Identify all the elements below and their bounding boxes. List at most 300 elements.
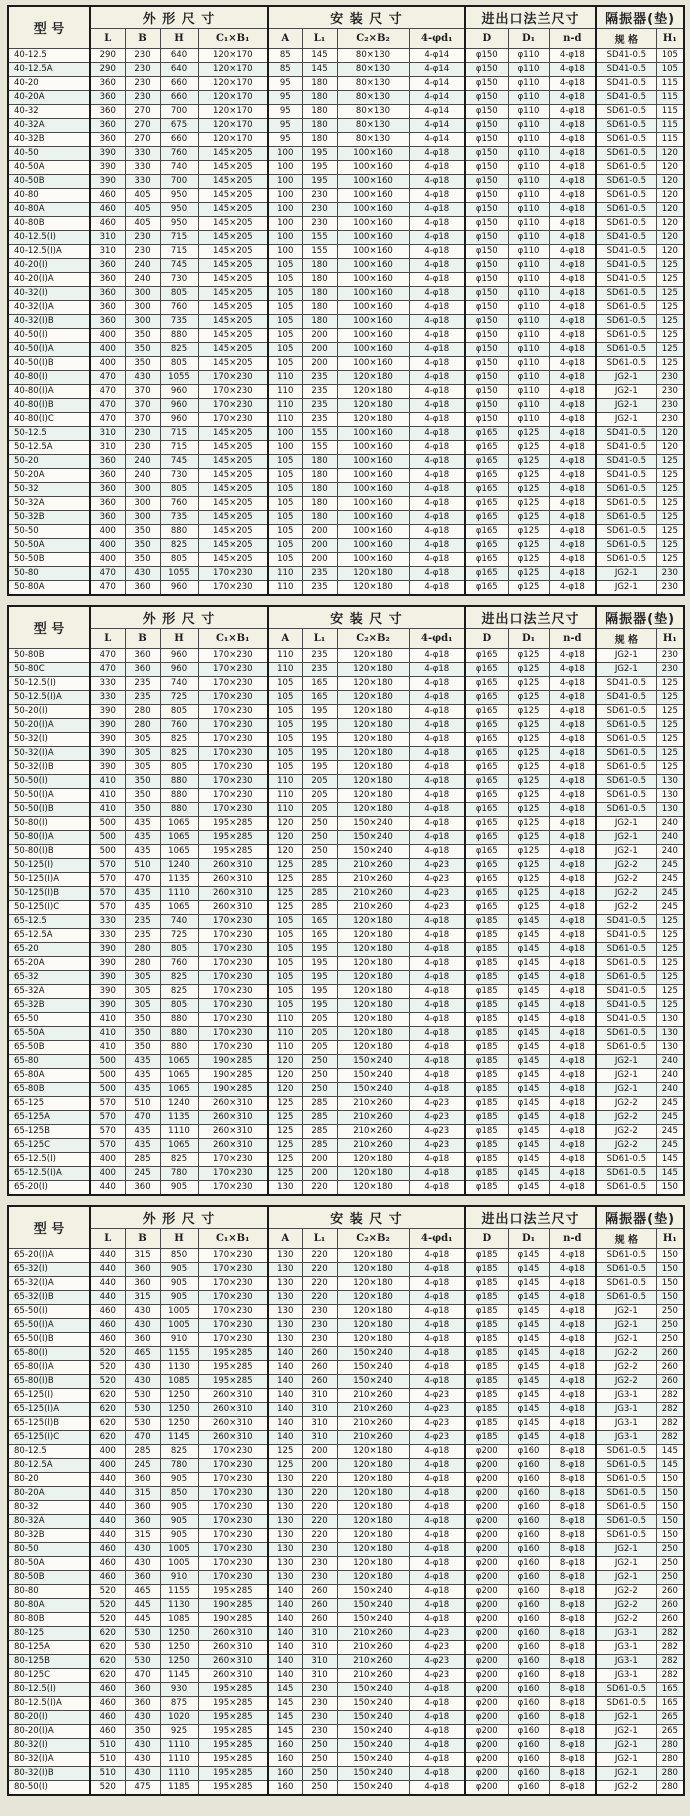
- cell-model: 65-125(I): [8, 1389, 90, 1403]
- cell-H: 960: [160, 413, 198, 427]
- cell-n-d: 8-φ18: [549, 1515, 596, 1529]
- cell-C1xB1: 170×230: [198, 915, 268, 929]
- cell-D: φ150: [465, 287, 508, 301]
- cell-C1xB1: 145×205: [198, 357, 268, 371]
- cell-model: 80-125: [8, 1627, 90, 1641]
- cell-C1xB1: 145×205: [198, 553, 268, 567]
- table-row: [8, 1669, 684, 1683]
- cell-spec: SD61-0.5: [596, 525, 656, 539]
- cell-model: 40-80B: [8, 217, 90, 231]
- cell-C2xB2: 210×260: [337, 1097, 409, 1111]
- cell-L: 400: [90, 539, 125, 553]
- cell-spec: SD61-0.5: [596, 1445, 656, 1459]
- cell-D: φ185: [465, 1403, 508, 1417]
- cell-A: 100: [268, 175, 302, 189]
- cell-A: 120: [268, 1083, 302, 1097]
- cell-n-d: 8-φ18: [549, 1445, 596, 1459]
- cell-n-d: 4-φ18: [549, 649, 596, 663]
- table-row: [8, 1585, 684, 1599]
- cell-C1xB1: 145×205: [198, 469, 268, 483]
- cell-B: 430: [125, 1375, 160, 1389]
- cell-L1: 285: [302, 1097, 337, 1111]
- table-row: [8, 1739, 684, 1753]
- cell-n-d: 4-φ18: [549, 1083, 596, 1097]
- cell-spec: JG2-2: [596, 1097, 656, 1111]
- cell-H1: 125: [656, 957, 684, 971]
- cell-4-phi-d1: 4-φ18: [409, 427, 465, 441]
- cell-4-phi-d1: 4-φ18: [409, 1585, 465, 1599]
- cell-C2xB2: 120×180: [337, 1571, 409, 1585]
- cell-C2xB2: 150×240: [337, 1683, 409, 1697]
- cell-C1xB1: 170×230: [198, 1305, 268, 1319]
- cell-D: φ165: [465, 845, 508, 859]
- cell-n-d: 4-φ18: [549, 789, 596, 803]
- cell-n-d: 8-φ18: [549, 1543, 596, 1557]
- cell-H: 805: [160, 553, 198, 567]
- cell-C2xB2: 100×160: [337, 511, 409, 525]
- cell-L1: 195: [302, 161, 337, 175]
- cell-H1: 250: [656, 1333, 684, 1347]
- cell-D1: φ125: [508, 901, 549, 915]
- cell-D: φ150: [465, 203, 508, 217]
- cell-spec: SD61-0.5: [596, 1277, 656, 1291]
- cell-D1: φ145: [508, 1027, 549, 1041]
- cell-A: 110: [268, 1027, 302, 1041]
- group-header-2: 进出口法兰尺寸: [465, 606, 596, 629]
- cell-C1xB1: 170×230: [198, 971, 268, 985]
- cell-B: 230: [125, 77, 160, 91]
- table-row: [8, 259, 684, 273]
- cell-D1: φ160: [508, 1641, 549, 1655]
- cell-spec: SD61-0.5: [596, 775, 656, 789]
- cell-4-phi-d1: 4-φ18: [409, 971, 465, 985]
- cell-L1: 230: [302, 203, 337, 217]
- cell-4-phi-d1: 4-φ23: [409, 1111, 465, 1125]
- cell-L1: 180: [302, 119, 337, 133]
- cell-model: 65-32(I)B: [8, 1291, 90, 1305]
- cell-D: φ185: [465, 1263, 508, 1277]
- table-row: [8, 663, 684, 677]
- cell-D: φ150: [465, 175, 508, 189]
- cell-spec: JG2-1: [596, 1083, 656, 1097]
- cell-spec: SD61-0.5: [596, 719, 656, 733]
- cell-L: 460: [90, 1711, 125, 1725]
- cell-L1: 220: [302, 1515, 337, 1529]
- cell-B: 245: [125, 1459, 160, 1473]
- cell-H: 950: [160, 189, 198, 203]
- cell-B: 530: [125, 1417, 160, 1431]
- cell-C1xB1: 170×230: [198, 929, 268, 943]
- cell-L: 290: [90, 49, 125, 63]
- cell-B: 305: [125, 985, 160, 999]
- cell-D1: φ160: [508, 1585, 549, 1599]
- cell-B: 435: [125, 845, 160, 859]
- cell-model: 80-50B: [8, 1571, 90, 1585]
- cell-L: 390: [90, 705, 125, 719]
- cell-H1: 245: [656, 887, 684, 901]
- cell-4-phi-d1: 4-φ14: [409, 91, 465, 105]
- cell-C2xB2: 150×240: [337, 1697, 409, 1711]
- cell-B: 285: [125, 1445, 160, 1459]
- cell-n-d: 4-φ18: [549, 553, 596, 567]
- cell-C2xB2: 120×180: [337, 1459, 409, 1473]
- cell-C1xB1: 195×285: [198, 1347, 268, 1361]
- cell-B: 435: [125, 887, 160, 901]
- cell-H: 1065: [160, 1055, 198, 1069]
- cell-4-phi-d1: 4-φ18: [409, 1375, 465, 1389]
- cell-H: 1020: [160, 1711, 198, 1725]
- cell-B: 280: [125, 957, 160, 971]
- cell-spec: SD61-0.5: [596, 189, 656, 203]
- cell-H1: 150: [656, 1487, 684, 1501]
- table-row: [8, 803, 684, 817]
- cell-H1: 115: [656, 105, 684, 119]
- cell-L1: 200: [302, 1167, 337, 1181]
- cell-H1: 280: [656, 1781, 684, 1796]
- cell-L1: 230: [302, 1697, 337, 1711]
- cell-model: 65-20(I): [8, 1181, 90, 1196]
- table-row: [8, 901, 684, 915]
- cell-H1: 125: [656, 343, 684, 357]
- cell-n-d: 4-φ18: [549, 357, 596, 371]
- table-row: [8, 1361, 684, 1375]
- cell-D1: φ145: [508, 1013, 549, 1027]
- cell-H: 1145: [160, 1669, 198, 1683]
- cell-C1xB1: 170×230: [198, 999, 268, 1013]
- cell-L1: 230: [302, 1305, 337, 1319]
- cell-L1: 230: [302, 1333, 337, 1347]
- cell-model: 50-80B: [8, 649, 90, 663]
- cell-L1: 250: [302, 1055, 337, 1069]
- cell-D: φ150: [465, 357, 508, 371]
- cell-model: 80-80A: [8, 1599, 90, 1613]
- cell-C1xB1: 170×230: [198, 1291, 268, 1305]
- cell-C1xB1: 145×205: [198, 203, 268, 217]
- cell-D: φ200: [465, 1571, 508, 1585]
- table-row: [8, 1781, 684, 1796]
- cell-model: 65-125(I)C: [8, 1431, 90, 1445]
- cell-D1: φ145: [508, 1041, 549, 1055]
- cell-C2xB2: 210×260: [337, 1641, 409, 1655]
- cell-model: 40-50(I): [8, 329, 90, 343]
- cell-H1: 115: [656, 133, 684, 147]
- cell-spec: SD41-0.5: [596, 677, 656, 691]
- cell-H1: 150: [656, 1529, 684, 1543]
- cell-A: 105: [268, 915, 302, 929]
- cell-B: 470: [125, 1111, 160, 1125]
- cell-n-d: 4-φ18: [549, 371, 596, 385]
- cell-B: 305: [125, 733, 160, 747]
- table-row: [8, 1417, 684, 1431]
- cell-model: 65-50B: [8, 1041, 90, 1055]
- cell-model: 80-12.5(I)A: [8, 1697, 90, 1711]
- cell-H: 905: [160, 1473, 198, 1487]
- cell-L: 360: [90, 301, 125, 315]
- cell-D1: φ145: [508, 1291, 549, 1305]
- cell-B: 230: [125, 245, 160, 259]
- cell-D: φ150: [465, 63, 508, 77]
- group-header-1: 安 装 尺 寸: [268, 1206, 465, 1229]
- cell-4-phi-d1: 4-φ18: [409, 677, 465, 691]
- cell-model: 80-32A: [8, 1515, 90, 1529]
- cell-D1: φ145: [508, 1319, 549, 1333]
- col-header-L1: L₁: [302, 629, 337, 649]
- cell-C1xB1: 170×230: [198, 943, 268, 957]
- cell-4-phi-d1: 4-φ18: [409, 525, 465, 539]
- cell-C1xB1: 260×310: [198, 1111, 268, 1125]
- cell-L1: 165: [302, 677, 337, 691]
- cell-spec: JG2-1: [596, 1725, 656, 1739]
- cell-A: 105: [268, 971, 302, 985]
- cell-H1: 250: [656, 1557, 684, 1571]
- cell-4-phi-d1: 4-φ18: [409, 1599, 465, 1613]
- table-row: [8, 1347, 684, 1361]
- cell-L: 460: [90, 1319, 125, 1333]
- cell-n-d: 4-φ18: [549, 817, 596, 831]
- cell-4-phi-d1: 4-φ18: [409, 511, 465, 525]
- table-header: [8, 6, 684, 49]
- cell-H1: 125: [656, 999, 684, 1013]
- cell-B: 315: [125, 1291, 160, 1305]
- cell-A: 130: [268, 1291, 302, 1305]
- cell-model: 65-20(I)A: [8, 1249, 90, 1263]
- cell-C1xB1: 145×205: [198, 441, 268, 455]
- cell-L1: 200: [302, 357, 337, 371]
- cell-C2xB2: 150×240: [337, 817, 409, 831]
- cell-n-d: 4-φ18: [549, 385, 596, 399]
- cell-D1: φ145: [508, 999, 549, 1013]
- cell-L1: 235: [302, 663, 337, 677]
- col-header-H1: H₁: [656, 29, 684, 49]
- cell-A: 105: [268, 273, 302, 287]
- cell-C1xB1: 145×205: [198, 175, 268, 189]
- cell-L1: 180: [302, 105, 337, 119]
- cell-D: φ150: [465, 189, 508, 203]
- cell-n-d: 4-φ18: [549, 413, 596, 427]
- cell-L: 470: [90, 399, 125, 413]
- cell-L: 470: [90, 581, 125, 596]
- cell-C1xB1: 260×310: [198, 1097, 268, 1111]
- cell-A: 105: [268, 455, 302, 469]
- col-header-L: L: [90, 29, 125, 49]
- cell-D: φ150: [465, 273, 508, 287]
- cell-D: φ200: [465, 1599, 508, 1613]
- group-header-2: 进出口法兰尺寸: [465, 6, 596, 29]
- cell-A: 125: [268, 859, 302, 873]
- cell-L: 620: [90, 1627, 125, 1641]
- cell-L1: 230: [302, 1319, 337, 1333]
- cell-H: 1250: [160, 1389, 198, 1403]
- cell-H: 760: [160, 497, 198, 511]
- cell-D1: φ125: [508, 649, 549, 663]
- cell-L1: 260: [302, 1613, 337, 1627]
- cell-4-phi-d1: 4-φ18: [409, 329, 465, 343]
- cell-C2xB2: 210×260: [337, 901, 409, 915]
- cell-H1: 230: [656, 567, 684, 581]
- cell-B: 330: [125, 175, 160, 189]
- cell-n-d: 4-φ18: [549, 399, 596, 413]
- cell-C1xB1: 170×230: [198, 663, 268, 677]
- cell-4-phi-d1: 4-φ18: [409, 1249, 465, 1263]
- cell-L: 620: [90, 1655, 125, 1669]
- table-row: [8, 343, 684, 357]
- cell-L: 520: [90, 1585, 125, 1599]
- cell-D: φ200: [465, 1627, 508, 1641]
- cell-model: 50-50(I)A: [8, 789, 90, 803]
- cell-C2xB2: 100×160: [337, 259, 409, 273]
- col-header-4-phi-d1: 4-φd₁: [409, 29, 465, 49]
- table-row: [8, 845, 684, 859]
- table-row: [8, 385, 684, 399]
- cell-L1: 180: [302, 77, 337, 91]
- col-header-H1: H₁: [656, 629, 684, 649]
- cell-4-phi-d1: 4-φ23: [409, 1431, 465, 1445]
- cell-L1: 155: [302, 231, 337, 245]
- cell-spec: SD61-0.5: [596, 357, 656, 371]
- cell-C1xB1: 120×170: [198, 91, 268, 105]
- table-row: [8, 119, 684, 133]
- cell-D: φ165: [465, 817, 508, 831]
- cell-L1: 180: [302, 511, 337, 525]
- cell-L1: 285: [302, 859, 337, 873]
- cell-model: 65-32B: [8, 999, 90, 1013]
- cell-D1: φ160: [508, 1711, 549, 1725]
- table-row: [8, 511, 684, 525]
- cell-model: 40-50: [8, 147, 90, 161]
- cell-C1xB1: 145×205: [198, 525, 268, 539]
- cell-H1: 240: [656, 1069, 684, 1083]
- cell-C2xB2: 120×180: [337, 1153, 409, 1167]
- cell-H: 1135: [160, 1111, 198, 1125]
- cell-4-phi-d1: 4-φ18: [409, 469, 465, 483]
- cell-4-phi-d1: 4-φ18: [409, 1725, 465, 1739]
- cell-L: 360: [90, 287, 125, 301]
- cell-L1: 180: [302, 315, 337, 329]
- cell-L: 520: [90, 1599, 125, 1613]
- table-row: [8, 49, 684, 63]
- cell-D: φ200: [465, 1585, 508, 1599]
- cell-B: 300: [125, 315, 160, 329]
- cell-model: 50-20: [8, 455, 90, 469]
- cell-H: 780: [160, 1459, 198, 1473]
- cell-spec: SD61-0.5: [596, 511, 656, 525]
- cell-L: 460: [90, 1333, 125, 1347]
- cell-H1: 230: [656, 399, 684, 413]
- cell-C2xB2: 210×260: [337, 1139, 409, 1153]
- table-row: [8, 859, 684, 873]
- cell-D1: φ160: [508, 1753, 549, 1767]
- cell-L: 400: [90, 1153, 125, 1167]
- cell-H: 1250: [160, 1627, 198, 1641]
- cell-model: 40-20: [8, 77, 90, 91]
- cell-L: 440: [90, 1501, 125, 1515]
- cell-A: 140: [268, 1417, 302, 1431]
- cell-L1: 195: [302, 943, 337, 957]
- cell-H1: 250: [656, 1305, 684, 1319]
- cell-D1: φ145: [508, 1055, 549, 1069]
- cell-L: 290: [90, 63, 125, 77]
- cell-L: 620: [90, 1403, 125, 1417]
- cell-L1: 260: [302, 1347, 337, 1361]
- cell-spec: SD61-0.5: [596, 147, 656, 161]
- cell-H1: 125: [656, 315, 684, 329]
- cell-B: 360: [125, 1473, 160, 1487]
- cell-C1xB1: 170×230: [198, 1333, 268, 1347]
- col-header-B: B: [125, 629, 160, 649]
- group-header-3: 隔振器(垫): [596, 1206, 684, 1229]
- cell-C2xB2: 100×160: [337, 273, 409, 287]
- cell-B: 350: [125, 789, 160, 803]
- cell-spec: JG2-1: [596, 1767, 656, 1781]
- cell-4-phi-d1: 4-φ18: [409, 1291, 465, 1305]
- cell-4-phi-d1: 4-φ18: [409, 929, 465, 943]
- cell-C1xB1: 190×285: [198, 1055, 268, 1069]
- cell-H1: 125: [656, 357, 684, 371]
- cell-H1: 245: [656, 1111, 684, 1125]
- cell-L1: 200: [302, 343, 337, 357]
- cell-A: 140: [268, 1389, 302, 1403]
- cell-D: φ185: [465, 1167, 508, 1181]
- cell-spec: SD41-0.5: [596, 1013, 656, 1027]
- col-header-C2xB2: C₂×B₂: [337, 629, 409, 649]
- cell-D1: φ145: [508, 1167, 549, 1181]
- cell-B: 350: [125, 357, 160, 371]
- cell-4-phi-d1: 4-φ18: [409, 567, 465, 581]
- cell-D1: φ160: [508, 1557, 549, 1571]
- cell-H: 760: [160, 147, 198, 161]
- cell-L1: 195: [302, 971, 337, 985]
- cell-L: 390: [90, 971, 125, 985]
- cell-C1xB1: 170×230: [198, 581, 268, 596]
- cell-D: φ185: [465, 1181, 508, 1196]
- cell-4-phi-d1: 4-φ23: [409, 1125, 465, 1139]
- cell-L1: 220: [302, 1501, 337, 1515]
- cell-C1xB1: 145×205: [198, 427, 268, 441]
- cell-H: 880: [160, 525, 198, 539]
- cell-4-phi-d1: 4-φ18: [409, 705, 465, 719]
- cell-C2xB2: 120×180: [337, 1249, 409, 1263]
- col-header-4-phi-d1: 4-φd₁: [409, 629, 465, 649]
- cell-D1: φ145: [508, 1389, 549, 1403]
- cell-A: 130: [268, 1181, 302, 1196]
- cell-H: 960: [160, 385, 198, 399]
- cell-D1: φ160: [508, 1767, 549, 1781]
- cell-H1: 150: [656, 1277, 684, 1291]
- table-row: [8, 1655, 684, 1669]
- cell-model: 40-32(I)B: [8, 315, 90, 329]
- cell-D1: φ110: [508, 385, 549, 399]
- cell-D1: φ160: [508, 1529, 549, 1543]
- cell-D: φ185: [465, 1417, 508, 1431]
- table-row: [8, 1291, 684, 1305]
- cell-spec: JG3-1: [596, 1389, 656, 1403]
- cell-C2xB2: 120×180: [337, 929, 409, 943]
- cell-model: 65-32(I): [8, 1263, 90, 1277]
- cell-model: 80-32(I)B: [8, 1767, 90, 1781]
- table-row: [8, 1069, 684, 1083]
- cell-C1xB1: 170×230: [198, 1571, 268, 1585]
- cell-B: 470: [125, 1431, 160, 1445]
- cell-D: φ185: [465, 1069, 508, 1083]
- cell-A: 100: [268, 217, 302, 231]
- table-row: [8, 1097, 684, 1111]
- cell-C2xB2: 80×130: [337, 133, 409, 147]
- cell-H: 1240: [160, 859, 198, 873]
- cell-H: 715: [160, 441, 198, 455]
- table-row: [8, 1557, 684, 1571]
- cell-L1: 220: [302, 1529, 337, 1543]
- cell-L: 390: [90, 161, 125, 175]
